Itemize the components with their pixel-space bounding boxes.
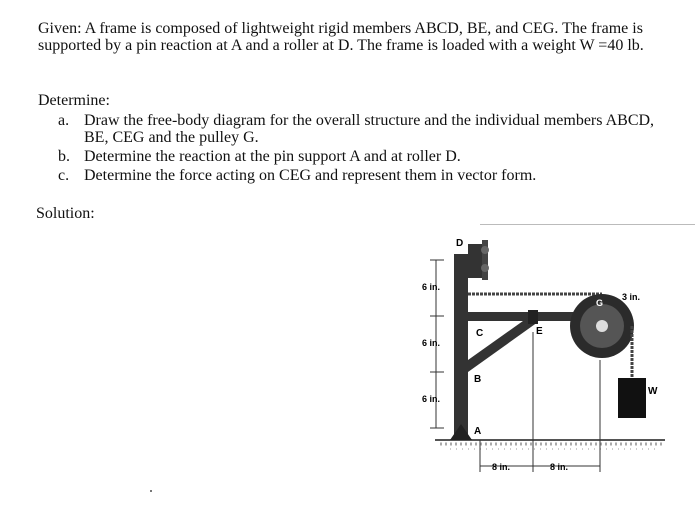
dimension-left-2: 6 in. — [422, 338, 441, 348]
stray-mark — [150, 490, 152, 492]
task-text: Draw the free-body diagram for the overall structure and the individual members ABCD, BE, CEG and the pulley G. — [84, 112, 655, 146]
determine-heading: Determine: — [38, 92, 110, 109]
pulley-hub — [596, 320, 608, 332]
label-d: D — [456, 238, 464, 249]
task-letter: a. — [58, 112, 70, 129]
dimension-radius: 3 in. — [622, 292, 641, 302]
pin-support-a — [450, 424, 472, 440]
separator-line — [480, 224, 695, 225]
label-c: C — [476, 328, 484, 339]
joint-e — [528, 310, 538, 324]
roller-d-bottom — [481, 264, 489, 272]
task-list — [58, 112, 678, 186]
task-item-c — [58, 167, 678, 184]
weight-block — [618, 378, 646, 418]
roller-d-top — [481, 246, 489, 254]
task-letter: c. — [58, 167, 70, 184]
dimension-left-3: 6 in. — [422, 394, 441, 404]
label-w: W — [648, 386, 658, 397]
label-e: E — [536, 326, 543, 337]
frame-diagram — [410, 232, 680, 492]
label-a: A — [474, 426, 482, 437]
task-text: Determine the reaction at the pin support A and at roller D. — [84, 148, 461, 165]
dimension-bottom-1: 8 in. — [492, 462, 511, 472]
task-item-a — [58, 112, 678, 146]
label-g: G — [596, 298, 604, 308]
member-abcd — [454, 254, 468, 440]
task-letter: b. — [58, 148, 70, 165]
roller-bracket-d — [468, 244, 482, 278]
dimension-bottom-2: 8 in. — [550, 462, 569, 472]
ground-hatch — [435, 440, 665, 449]
given-paragraph: Given: A frame is composed of lightweight rigid members ABCD, BE, and CEG. The frame is supported by a pin reaction at A and a roller at D. The frame is loaded with a weight W =40 lb. — [38, 20, 644, 54]
task-text: Determine the force acting on CEG and represent them in vector form. — [84, 167, 537, 184]
member-be — [468, 316, 538, 372]
dimension-left-1: 6 in. — [422, 282, 441, 292]
label-b: B — [474, 374, 482, 385]
solution-heading: Solution: — [36, 205, 95, 222]
task-item-b — [58, 148, 678, 165]
